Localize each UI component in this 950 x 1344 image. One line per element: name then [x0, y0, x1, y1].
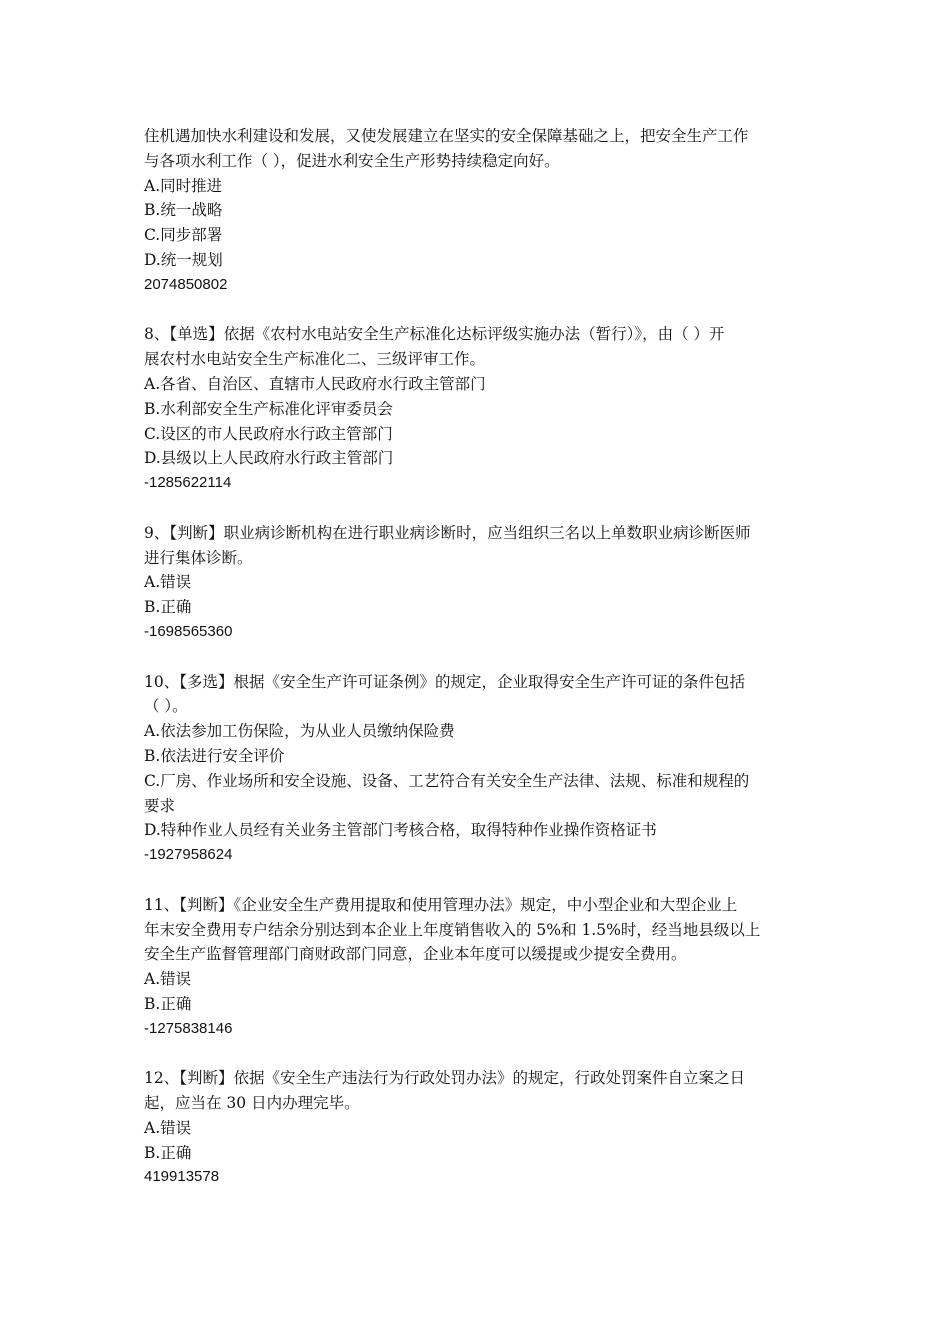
- question-text-line: 10、【多选】根据《安全生产许可证条例》的规定，企业取得安全生产许可证的条件包括: [144, 672, 745, 691]
- question-text-line: 住机遇加快水利建设和发展，又使发展建立在坚实的安全保障基础之上，把安全生产工作: [144, 127, 749, 145]
- question-code: -1285622114: [144, 474, 232, 492]
- question-code: -1927958624: [144, 846, 233, 864]
- spacer: [144, 1041, 808, 1066]
- option-d: D.统一规划: [144, 250, 223, 269]
- question-code: -1698565360: [144, 622, 233, 640]
- spacer: [144, 496, 808, 521]
- question-code: -1275838146: [144, 1019, 233, 1037]
- option-a: A.错误: [144, 970, 192, 989]
- question-block-intro: [144, 124, 808, 298]
- question-text-line: 11、【判断】《企业安全生产费用提取和使用管理办法》规定，中小型企业和大型企业上: [144, 895, 738, 914]
- question-block-10: [144, 670, 808, 868]
- question-block-11: [144, 893, 808, 1042]
- question-text-line: 8、【单选】依据《农村水电站安全生产标准化达标评级实施办法（暂行）》，由（ ）开: [144, 325, 725, 344]
- option-b: B.统一战略: [144, 201, 223, 220]
- question-text-line: 安全生产监督管理部门商财政部门同意，企业本年度可以缓提或少提安全费用。: [144, 945, 687, 964]
- option-d: D.县级以上人民政府水行政主管部门: [144, 449, 394, 468]
- option-d: D.特种作业人员经有关业务主管部门考核合格，取得特种作业操作资格证书: [144, 821, 657, 840]
- option-b: B.正确: [144, 598, 192, 617]
- question-text-line: 起，应当在 30 日内办理完毕。: [144, 1094, 360, 1113]
- option-c: C.设区的市人民政府水行政主管部门: [144, 424, 393, 443]
- option-a: A.各省、自治区、直辖市人民政府水行政主管部门: [144, 374, 486, 393]
- spacer: [144, 298, 808, 323]
- option-c: C.同步部署: [144, 226, 223, 245]
- question-text-line: 与各项水利工作（ ），促进水利安全生产形势持续稳定向好。: [144, 151, 560, 170]
- question-block-8: [144, 322, 808, 496]
- option-a: A.依法参加工伤保险，为从业人员缴纳保险费: [144, 722, 455, 741]
- spacer: [144, 868, 808, 893]
- option-a: A.同时推进: [144, 176, 223, 195]
- option-a: A.错误: [144, 1118, 192, 1137]
- option-b: B.依法进行安全评价: [144, 746, 285, 765]
- option-b: B.正确: [144, 1143, 192, 1162]
- document-page: [144, 124, 808, 1190]
- question-code: 2074850802: [144, 275, 228, 293]
- question-code: 419913578: [144, 1168, 220, 1186]
- option-b: B.正确: [144, 994, 192, 1013]
- question-text-line: 12、【判断】依据《安全生产违法行为行政处罚办法》的规定，行政处罚案件自立案之日: [144, 1069, 745, 1088]
- option-a: A.错误: [144, 573, 192, 592]
- spacer: [144, 645, 808, 670]
- option-c-continued: 要求: [144, 796, 176, 815]
- question-text-line: 进行集体诊断。: [144, 548, 253, 567]
- option-c: C.厂房、作业场所和安全设施、设备、工艺符合有关安全生产法律、法规、标准和规程的: [144, 771, 750, 790]
- question-block-12: [144, 1066, 808, 1190]
- question-text-line: （ ）。: [144, 697, 188, 716]
- option-b: B.水利部安全生产标准化评审委员会: [144, 399, 393, 418]
- question-text-line: 展农村水电站安全生产标准化二、三级评审工作。: [144, 350, 486, 369]
- question-block-9: [144, 521, 808, 645]
- question-text-line: 年末安全费用专户结余分别达到本企业上年度销售收入的 5%和 1.5%时，经当地县级以上: [144, 920, 761, 939]
- question-text-line: 9、【判断】职业病诊断机构在进行职业病诊断时，应当组织三名以上单数职业病诊断医师: [144, 523, 751, 542]
